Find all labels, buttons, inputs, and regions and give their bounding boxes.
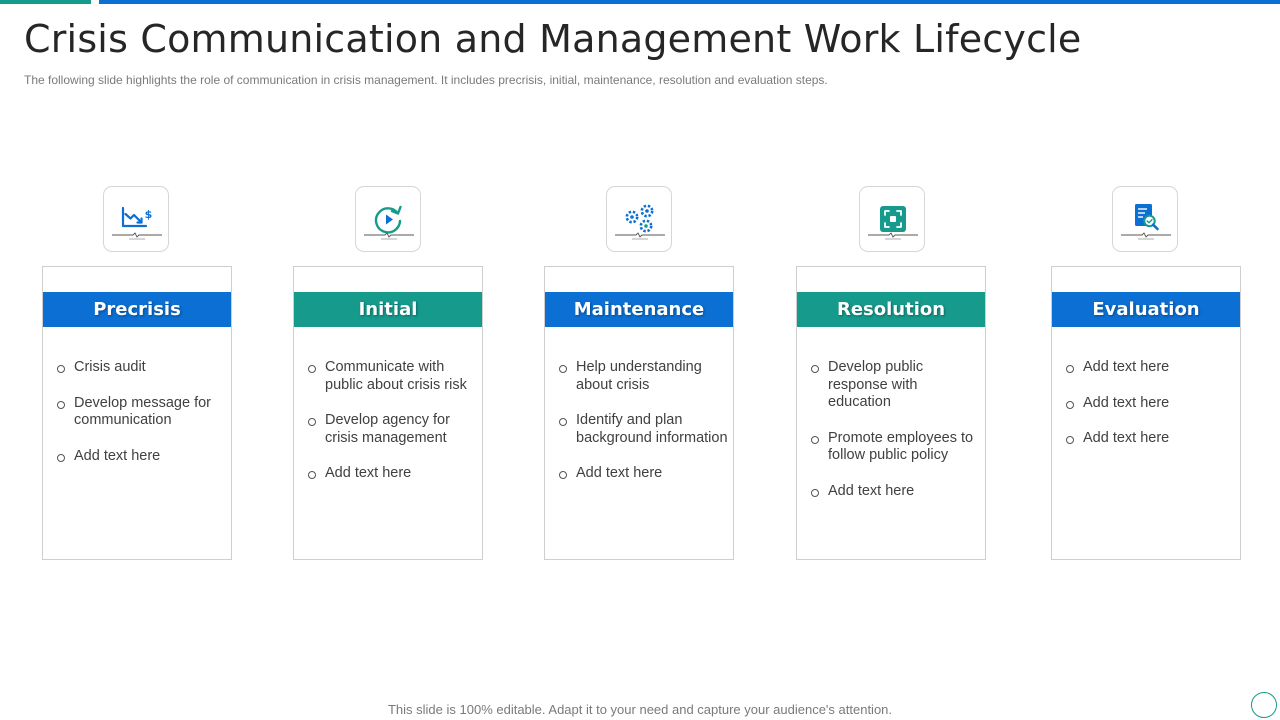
precrisis-list <box>57 359 227 483</box>
initial-header: Initial <box>294 292 482 327</box>
top-accent-bar-blue <box>99 0 1280 4</box>
resolution-icon-box <box>859 186 925 252</box>
list-item: Crisis audit <box>57 359 227 377</box>
maintenance-list <box>559 359 729 501</box>
maintenance-header: Maintenance <box>545 292 733 327</box>
list-item: Develop agency for crisis management <box>308 412 478 447</box>
precrisis-icon-box <box>103 186 169 252</box>
precrisis-card <box>42 266 232 560</box>
corner-circle-ornament <box>1251 692 1277 718</box>
evaluation-list <box>1066 359 1236 466</box>
resolution-header: Resolution <box>797 292 985 327</box>
maintenance-card <box>544 266 734 560</box>
evaluation-header: Evaluation <box>1052 292 1240 327</box>
slide-footer-note: This slide is 100% editable. Adapt it to your need and capture your audience's attention. <box>387 702 893 717</box>
gears-icon <box>607 187 673 253</box>
evaluation-icon-box <box>1112 186 1178 252</box>
svg-text:$: $ <box>144 208 153 221</box>
list-item: Add text here <box>811 483 981 501</box>
list-item: Add text here <box>1066 395 1236 413</box>
list-item: Promote employees to follow public policy <box>811 430 981 465</box>
list-item: Add text here <box>308 465 478 483</box>
evaluation-card <box>1051 266 1241 560</box>
list-item: Add text here <box>559 465 729 483</box>
resolution-list <box>811 359 981 518</box>
list-item: Identify and plan background information <box>559 412 729 447</box>
circular-play-icon <box>356 187 422 253</box>
list-item: Add text here <box>57 448 227 466</box>
initial-list <box>308 359 478 501</box>
precrisis-header: Precrisis <box>43 292 231 327</box>
list-item: Develop public response with education <box>811 359 981 412</box>
slide-title: Crisis Communication and Management Work Lifecycle <box>24 17 1082 61</box>
document-search-icon <box>1113 187 1179 253</box>
resolution-card <box>796 266 986 560</box>
slide-subtitle: The following slide highlights the role of communication in crisis management. It includes precrisis, initial, maintenance, resolution and evaluation steps. <box>24 73 828 87</box>
list-item: Add text here <box>1066 430 1236 448</box>
list-item: Develop message for communication <box>57 395 227 430</box>
list-item: Add text here <box>1066 359 1236 377</box>
maintenance-icon-box <box>606 186 672 252</box>
focus-frame-icon <box>860 187 926 253</box>
initial-card <box>293 266 483 560</box>
list-item: Help understanding about crisis <box>559 359 729 394</box>
top-accent-bar-teal <box>0 0 91 4</box>
initial-icon-box <box>355 186 421 252</box>
declining-chart-dollar-icon <box>104 187 170 253</box>
list-item: Communicate with public about crisis risk <box>308 359 478 394</box>
